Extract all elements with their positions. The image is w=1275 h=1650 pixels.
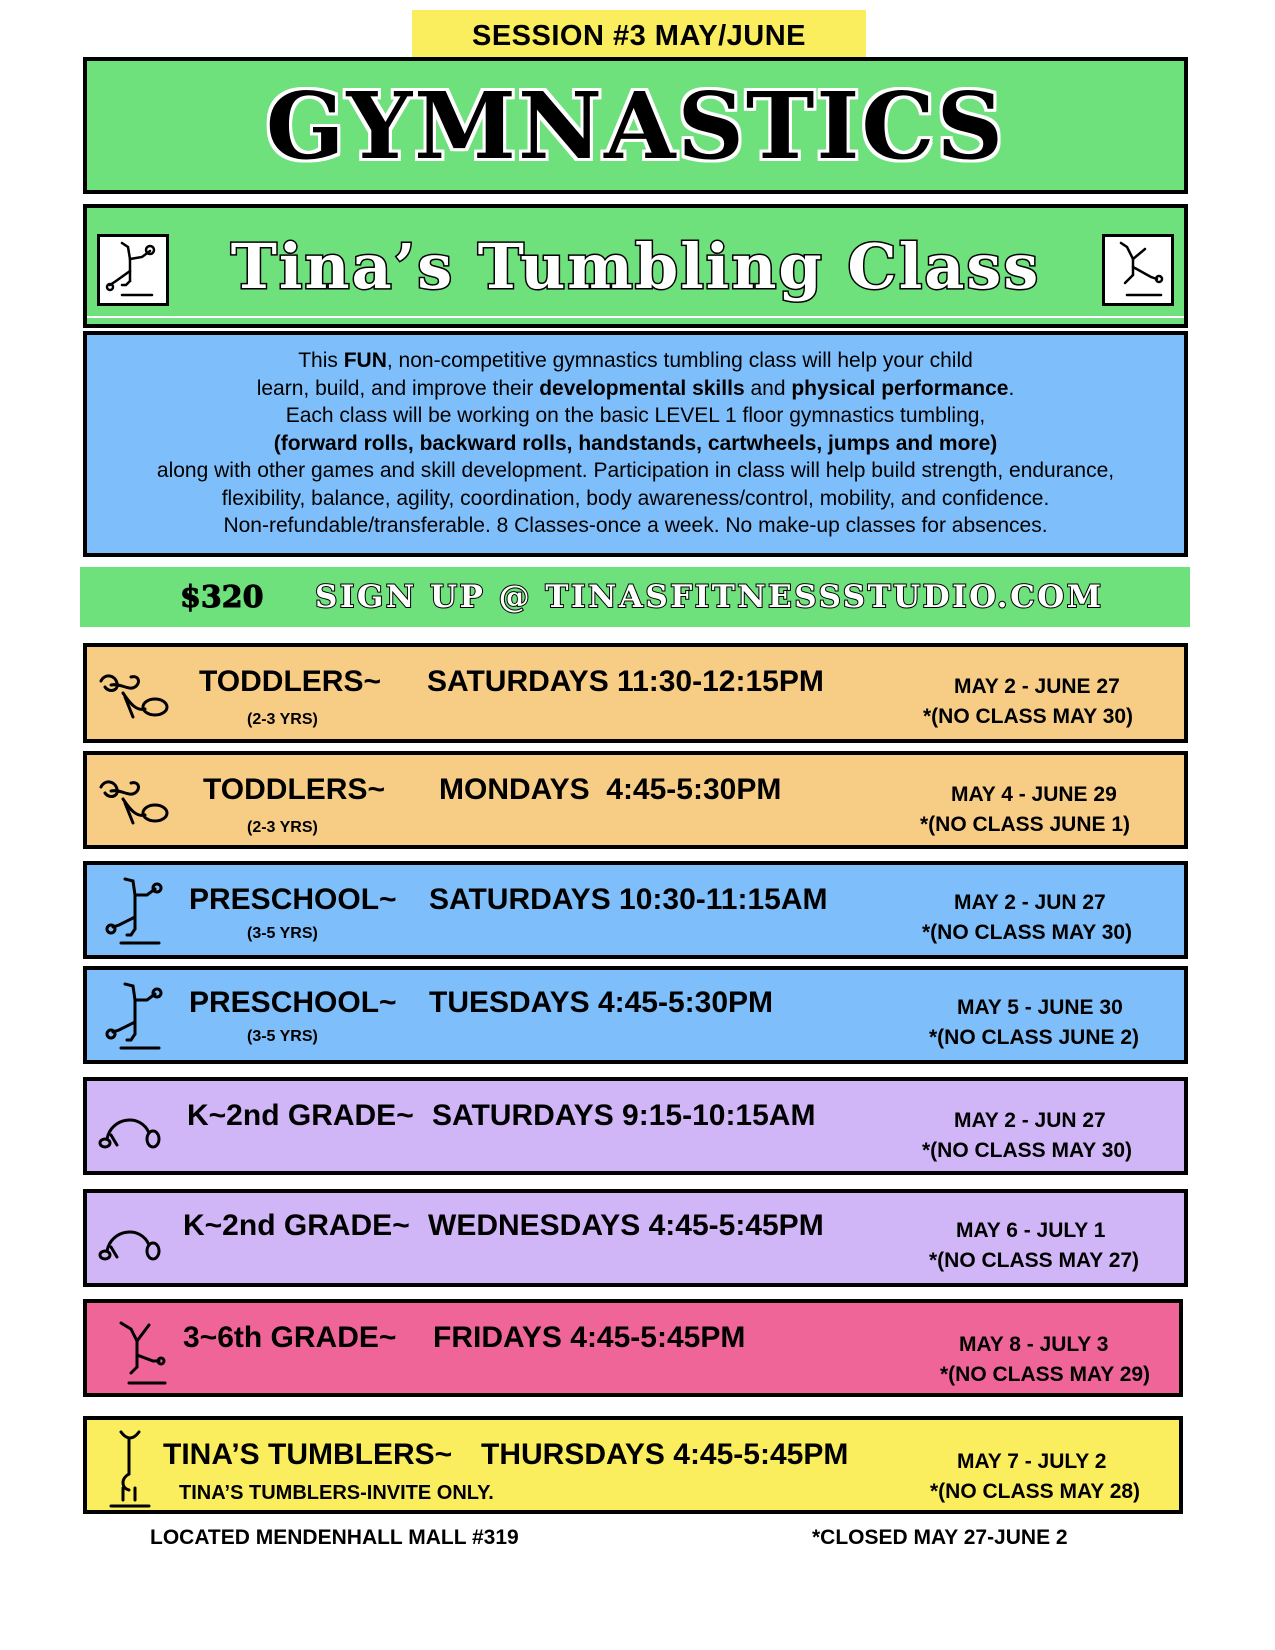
class-note: *(NO CLASS MAY 28) (930, 1480, 1141, 1503)
title-banner (83, 57, 1188, 194)
class-description (83, 331, 1188, 557)
class-time: THURSDAYS 4:45-5:45PM (481, 1438, 849, 1471)
class-time: WEDNESDAYS 4:45-5:45PM (428, 1209, 824, 1242)
class-time: MONDAYS 4:45-5:30PM (439, 773, 782, 806)
class-row-preschool-sat (83, 861, 1188, 959)
class-note: *(NO CLASS JUNE 1) (920, 813, 1131, 836)
class-dates: MAY 6 - JULY 1 (956, 1219, 1106, 1242)
handstand-icon (97, 873, 163, 953)
class-note: *(NO CLASS JUNE 2) (929, 1026, 1140, 1049)
class-age: (2-3 YRS) (247, 819, 318, 836)
class-dates: MAY 2 - JUN 27 (954, 1109, 1106, 1132)
class-note: *(NO CLASS MAY 30) (922, 921, 1133, 944)
class-row-k2-wed (83, 1189, 1188, 1287)
closed-notice: *CLOSED MAY 27-JUNE 2 (812, 1526, 1068, 1549)
class-dates: MAY 7 - JULY 2 (957, 1450, 1107, 1473)
class-note: *(NO CLASS MAY 30) (922, 1139, 1133, 1162)
class-time: SATURDAYS 11:30-12:15PM (427, 665, 824, 698)
class-row-k2-sat (83, 1077, 1188, 1175)
class-name: PRESCHOOL~ (189, 986, 397, 1019)
class-time: FRIDAYS 4:45-5:45PM (433, 1321, 746, 1354)
class-name: PRESCHOOL~ (189, 883, 397, 916)
class-note: *(NO CLASS MAY 29) (940, 1363, 1151, 1386)
class-time: TUESDAYS 4:45-5:30PM (429, 986, 774, 1019)
description-line: Non-refundable/transferable. 8 Classes-once a week. No make-up classes for absences. (223, 514, 1048, 537)
cartwheel-icon (1102, 234, 1174, 306)
roll-icon (95, 773, 173, 833)
class-name: K~2nd GRADE~ (187, 1099, 414, 1132)
handstand-icon (97, 978, 163, 1058)
class-name: TINA’S TUMBLERS~ (163, 1438, 453, 1471)
description-line: Each class will be working on the basic LEVEL 1 floor gymnastics tumbling, (285, 404, 986, 427)
handstand-icon (97, 234, 169, 306)
class-row-tumblers-thu (83, 1416, 1183, 1514)
class-row-preschool-tue (83, 966, 1188, 1064)
class-note: *(NO CLASS MAY 27) (929, 1249, 1140, 1272)
class-row-toddlers-mon (83, 751, 1188, 849)
description-line: learn, build, and improve their developmental skills and physical performance. (256, 376, 1015, 400)
class-age: (2-3 YRS) (247, 711, 318, 728)
bridge-icon (97, 1109, 163, 1153)
class-name: K~2nd GRADE~ (183, 1209, 410, 1242)
subtitle-banner (83, 204, 1188, 328)
description-line: This FUN, non-competitive gymnastics tumbling class will help your child (298, 349, 973, 372)
class-name: TODDLERS~ (203, 773, 385, 806)
cartwheel-icon (101, 1311, 171, 1391)
page-title: GYMNASTICS (265, 71, 1006, 180)
class-time: SATURDAYS 9:15-10:15AM (432, 1099, 816, 1132)
class-dates: MAY 4 - JUNE 29 (951, 783, 1117, 806)
signup-link[interactable]: SIGN UP @ TINASFITNESSSTUDIO.COM (315, 579, 1104, 615)
description-line: along with other games and skill development. Participation in class will help build strength, endurance, (156, 459, 1115, 482)
price: $320 (180, 579, 264, 615)
class-dates: MAY 2 - JUN 27 (954, 891, 1106, 914)
description-line: flexibility, balance, agility, coordination, body awareness/control, mobility, and confidence. (221, 486, 1050, 510)
class-note: *(NO CLASS MAY 30) (923, 705, 1134, 728)
class-age: (3-5 YRS) (247, 925, 318, 942)
class-name: 3~6th GRADE~ (183, 1321, 397, 1354)
class-time: SATURDAYS 10:30-11:15AM (429, 883, 828, 916)
class-row-36-fri (83, 1299, 1183, 1397)
session-label: SESSION #3 MAY/JUNE (412, 10, 866, 62)
class-age: (3-5 YRS) (247, 1028, 318, 1045)
class-row-toddlers-sat (83, 643, 1188, 743)
description-line: (forward rolls, backward rolls, handstands, cartwheels, jumps and more) (273, 431, 998, 455)
invite-note: TINA’S TUMBLERS-INVITE ONLY. (179, 1482, 494, 1504)
location: LOCATED MENDENHALL MALL #319 (150, 1526, 519, 1549)
class-dates: MAY 2 - JUNE 27 (954, 675, 1120, 698)
stand-icon (103, 1428, 155, 1512)
class-name: TODDLERS~ (199, 665, 381, 698)
signup-bar (80, 567, 1190, 627)
roll-icon (95, 667, 173, 727)
bridge-icon (97, 1221, 163, 1265)
class-dates: MAY 8 - JULY 3 (959, 1333, 1109, 1356)
divider (87, 316, 1184, 318)
subtitle: Tina’s Tumbling Class (230, 229, 1041, 303)
class-dates: MAY 5 - JUNE 30 (957, 996, 1123, 1019)
